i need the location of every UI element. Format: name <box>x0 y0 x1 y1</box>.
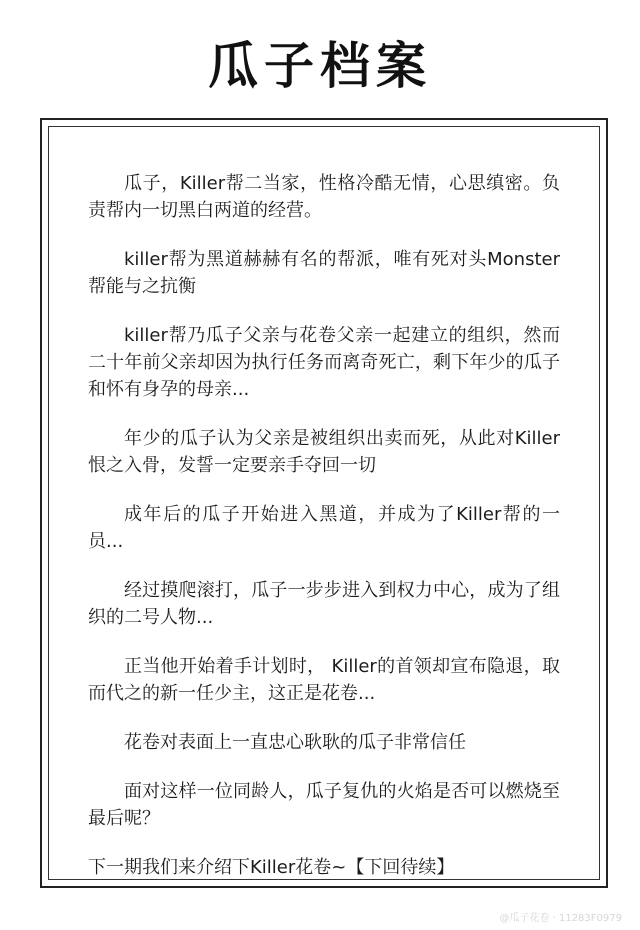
paragraph-successor: 正当他开始着手计划时， Killer的首领却宣布隐退，取而代之的新一任少主，这正是花卷... <box>88 656 560 704</box>
paragraph-rise: 经过摸爬滚打，瓜子一步步进入到权力中心，成为了组织的二号人物... <box>88 580 560 628</box>
paragraph-trust: 花卷对表面上一直忠心耿耿的瓜子非常信任 <box>124 732 466 753</box>
page-title: 瓜子档案 <box>208 37 432 95</box>
paragraph-question: 面对这样一位同龄人，瓜子复仇的火焰是否可以燃烧至最后呢？ <box>88 781 560 829</box>
paragraph-revenge: 年少的瓜子认为父亲是被组织出卖而死，从此对Killer恨之入骨，发誓一定要亲手夺回一切 <box>88 428 560 476</box>
paragraph-join: 成年后的瓜子开始进入黑道，并成为了Killer帮的一员... <box>88 504 560 552</box>
paragraph-origin: killer帮乃瓜子父亲与花卷父亲一起建立的组织，然而二十年前父亲却因为执行任务而离奇死亡，剩下年少的瓜子和怀有身孕的母亲... <box>88 325 560 400</box>
paragraph-intro: 瓜子，Killer帮二当家，性格冷酷无情，心思缜密。负责帮内一切黑白两道的经营。 <box>88 173 560 221</box>
watermark: @瓜子花卷 · 11283F0979 <box>499 913 622 924</box>
closing-line: 下一期我们来介绍下Killer花卷~【下回待续】 <box>88 857 455 878</box>
profile-text-body <box>88 170 560 903</box>
paragraph-gang: killer帮为黑道赫赫有名的帮派，唯有死对头Monster帮能与之抗衡 <box>88 249 560 297</box>
